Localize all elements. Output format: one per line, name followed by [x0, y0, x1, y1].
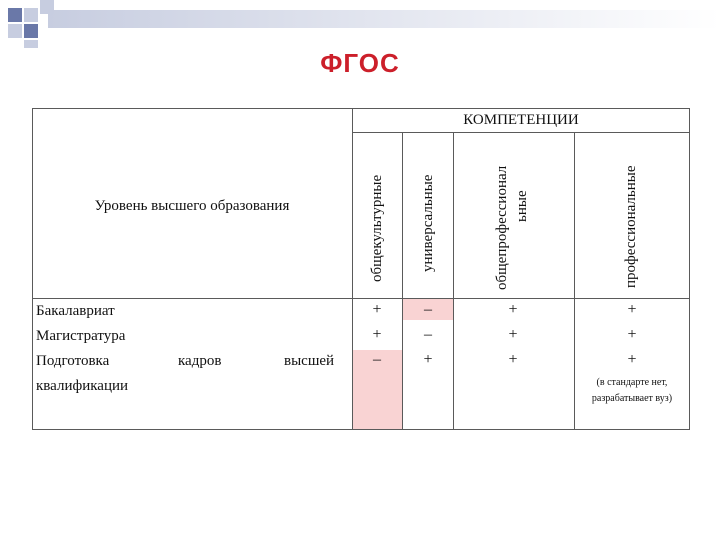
mark-bachelor-general-professional: +	[508, 301, 518, 318]
row-header: Уровень высшего образования	[94, 198, 290, 214]
mark-higher-general-cultural: –	[373, 351, 381, 368]
note-line-1: (в стандарте нет,	[596, 377, 668, 388]
column-line-2	[402, 132, 403, 430]
row-label-higher-training-4: квалификации	[36, 378, 129, 394]
column-header-universal: универсальные	[420, 174, 436, 272]
row-label-higher-training-3: высшей	[284, 353, 335, 369]
note-line-2: разрабатывает вуз)	[591, 393, 673, 404]
mark-master-general-professional: +	[508, 326, 518, 343]
mark-higher-professional: +	[627, 351, 637, 368]
mark-higher-universal: +	[423, 351, 433, 368]
mark-master-universal: –	[424, 326, 432, 343]
table-border-right	[689, 108, 690, 430]
column-line-3	[453, 132, 454, 430]
mark-higher-general-professional: +	[508, 351, 518, 368]
table-border-top	[32, 108, 690, 109]
column-line-4	[574, 132, 575, 430]
column-header-general-cultural: общекультурные	[369, 174, 385, 282]
body-divider	[32, 298, 690, 299]
competencies-table	[32, 108, 690, 430]
mark-master-professional: +	[627, 326, 637, 343]
column-header-general-professional: общепрофессионал	[494, 165, 510, 290]
slide-title: ФГОС	[320, 48, 400, 78]
row-label-higher-training-2: кадров	[178, 353, 222, 369]
mark-master-general-cultural: +	[372, 326, 382, 343]
column-header-professional: профессиональные	[623, 165, 639, 288]
row-label-higher-training-1: Подготовка	[36, 353, 110, 369]
column-header-general-professional-cont: ьные	[514, 190, 530, 222]
table-border-bottom	[32, 429, 690, 430]
row-label-bachelor: Бакалавриат	[36, 303, 115, 319]
mark-bachelor-general-cultural: +	[372, 301, 382, 318]
mark-bachelor-universal: –	[424, 301, 432, 318]
row-label-master: Магистратура	[36, 328, 126, 344]
mark-bachelor-professional: +	[627, 301, 637, 318]
group-header: КОМПЕТЕНЦИИ	[463, 112, 579, 128]
column-line-1	[352, 108, 353, 430]
decorative-header-band	[0, 0, 720, 50]
table-border-left	[32, 108, 33, 430]
